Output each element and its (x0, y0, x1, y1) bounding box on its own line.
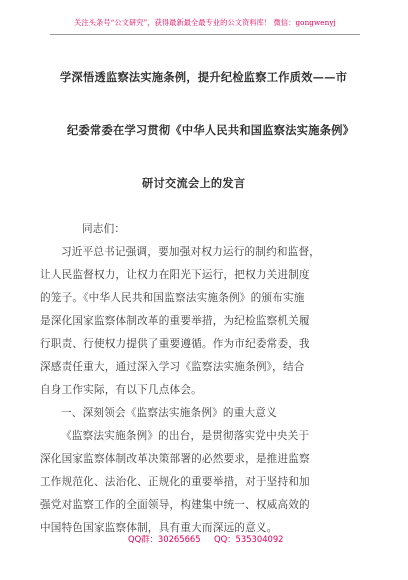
paragraph-line: 自身工作实际，有以下几点体会。 (40, 384, 202, 396)
paragraph-line: 行职责、行使权力提供了重要遵循。作为市纪委常委，我 (40, 338, 310, 350)
paragraph-line: 让人民监督权力，让权力在阳光下运行，把权力关进制度 (40, 269, 310, 281)
paragraph-line: 深感责任重大，通过深入学习《监察法实施条例》，结合 (40, 361, 305, 373)
paragraph-line: 是深化国家监察体制改革的重要举措，为纪检监察机关履 (40, 315, 310, 327)
footer-contact (0, 531, 408, 547)
paragraph-line: 强党对监察工作的全面领导，构建集中统一、权威高效的 (40, 499, 310, 511)
qq-group-number: QQ群：30265665 (128, 534, 201, 544)
title-line-3: 研讨交流会上的发言 (142, 176, 246, 190)
title-line-1: 学深悟透监察法实施条例，提升纪检监察工作质效——市 (60, 70, 348, 84)
title-line-2: 纪委常委在学习贯彻《中华人民共和国监察法实施条例》 (67, 123, 355, 137)
paragraph-line: 深化国家监察体制改革决策部署的必然要求，是推进监察 (40, 453, 310, 465)
paragraph-line: 的笼子。《中华人民共和国监察法实施条例》的颁布实施 (40, 292, 305, 304)
paragraph-line: 《监察法实施条例》的出台，是贯彻落实党中央关于 (61, 430, 310, 442)
header-banner: 关注头条号“公文研究”，获得最新最全最专业的公文资料库！ 微信：gongwenyj (50, 12, 360, 35)
salutation: 同志们： (82, 223, 126, 235)
section-heading: 一、深刻领会《监察法实施条例》的重大意义 (61, 407, 277, 419)
paragraph-line: 工作规范化、法治化、正规化的重要举措，对于坚持和加 (40, 476, 310, 488)
qq-number: QQ：535304092 (214, 534, 284, 544)
paragraph-line: 中国特色国家监察体制，具有重大而深远的意义。 (40, 522, 278, 534)
paragraph-line: 习近平总书记强调，要加强对权力运行的制约和监督， (61, 246, 321, 258)
